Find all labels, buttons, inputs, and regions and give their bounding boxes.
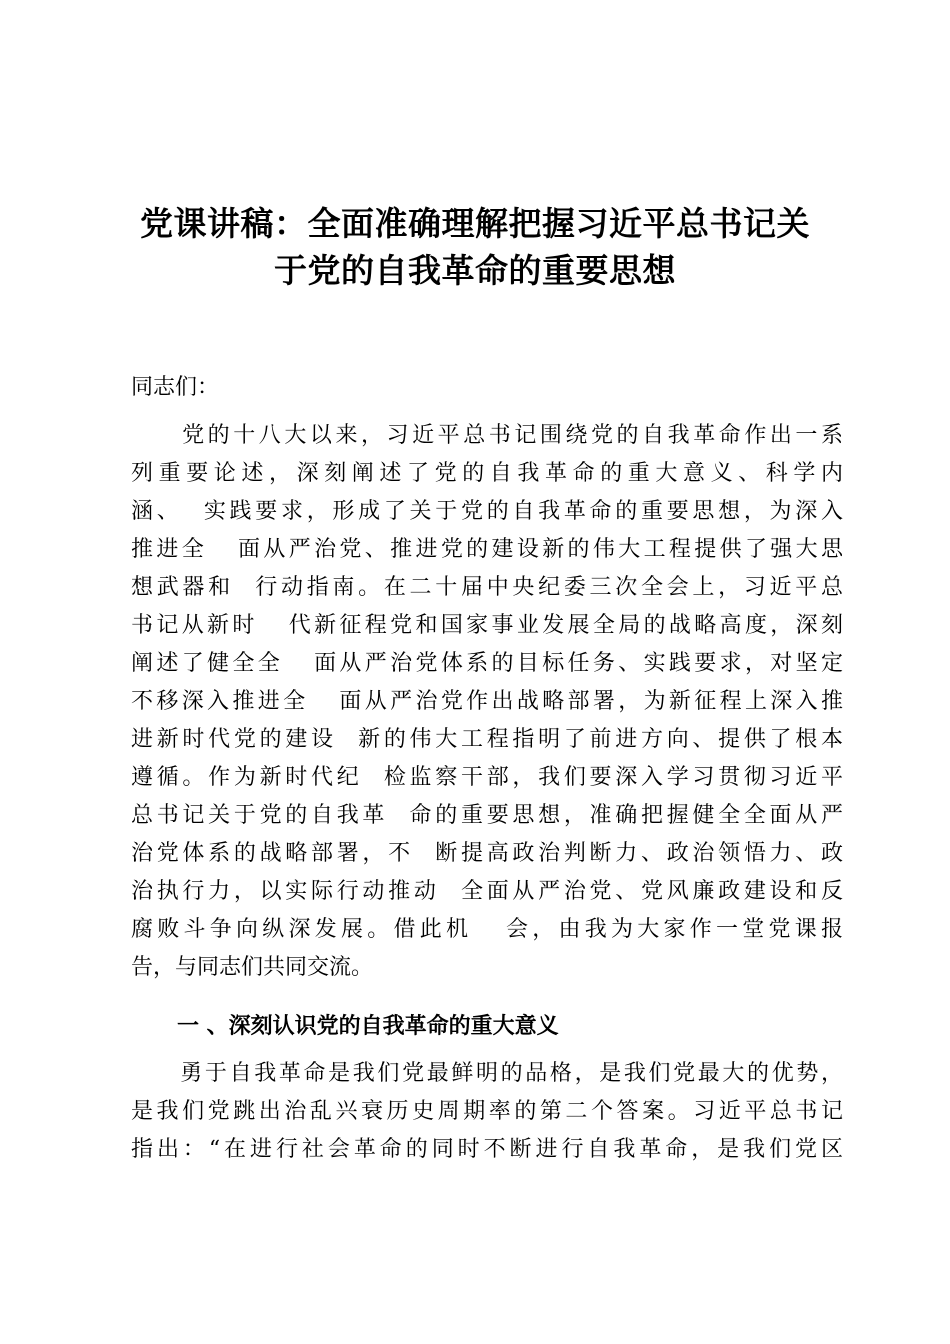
text-line: 治执行力，以实际行动推动 全面从严治党、党风廉政建设和反 [131, 879, 843, 904]
text-line: 推进全 面从严治党、推进党的建设新的伟大工程提供了强大思 [131, 537, 843, 562]
document-title [120, 200, 830, 294]
text-line: 指出：“在进行社会革命的同时不断进行自我革命，是我们党区 [131, 1137, 843, 1162]
text-line: 是我们党跳出治乱兴衰历史周期率的第二个答案。习近平总书记 [131, 1099, 843, 1124]
greeting: 同志们： [131, 375, 220, 400]
text-line: 阐述了健全全 面从严治党体系的目标任务、实践要求，对坚定 [131, 651, 843, 676]
text-line: 治党体系的战略部署，不 断提高政治判断力、政治领悟力、政 [131, 841, 843, 866]
text-line: 党的十八大以来，习近平总书记围绕党的自我革命作出一系 [131, 423, 843, 448]
paragraph-intro [131, 417, 843, 987]
text-line: 书记从新时 代新征程党和国家事业发展全局的战略高度，深刻 [131, 613, 843, 638]
title-line: 于党的自我革命的重要思想 [274, 251, 676, 290]
paragraph-section1 [131, 1055, 843, 1169]
text-line: 涵、 实践要求，形成了关于党的自我革命的重要思想，为深入 [131, 499, 843, 524]
text-line: 不移深入推进全 面从严治党作出战略部署，为新征程上深入推 [131, 689, 843, 714]
text-line: 勇于自我革命是我们党最鲜明的品格，是我们党最大的优势， [131, 1061, 843, 1086]
text-line: 告，与同志们共同交流。 [131, 955, 374, 980]
text-line: 遵循。作为新时代纪 检监察干部，我们要深入学习贯彻习近平 [131, 765, 843, 790]
section-heading: 一 、深刻认识党的自我革命的重大意义 [177, 1014, 559, 1039]
text-line: 进新时代党的建设 新的伟大工程指明了前进方向、提供了根本 [131, 727, 843, 752]
text-line: 列重要论述，深刻阐述了党的自我革命的重大意义、科学内 [131, 461, 843, 486]
text-line: 想武器和 行动指南。在二十届中央纪委三次全会上，习近平总 [131, 575, 843, 600]
title-line: 党课讲稿：全面准确理解把握习近平总书记关 [140, 204, 810, 243]
text-line: 腐败斗争向纵深发展。借此机 会，由我为大家作一堂党课报 [131, 917, 843, 942]
text-line: 总书记关于党的自我革 命的重要思想，准确把握健全全面从严 [131, 803, 843, 828]
